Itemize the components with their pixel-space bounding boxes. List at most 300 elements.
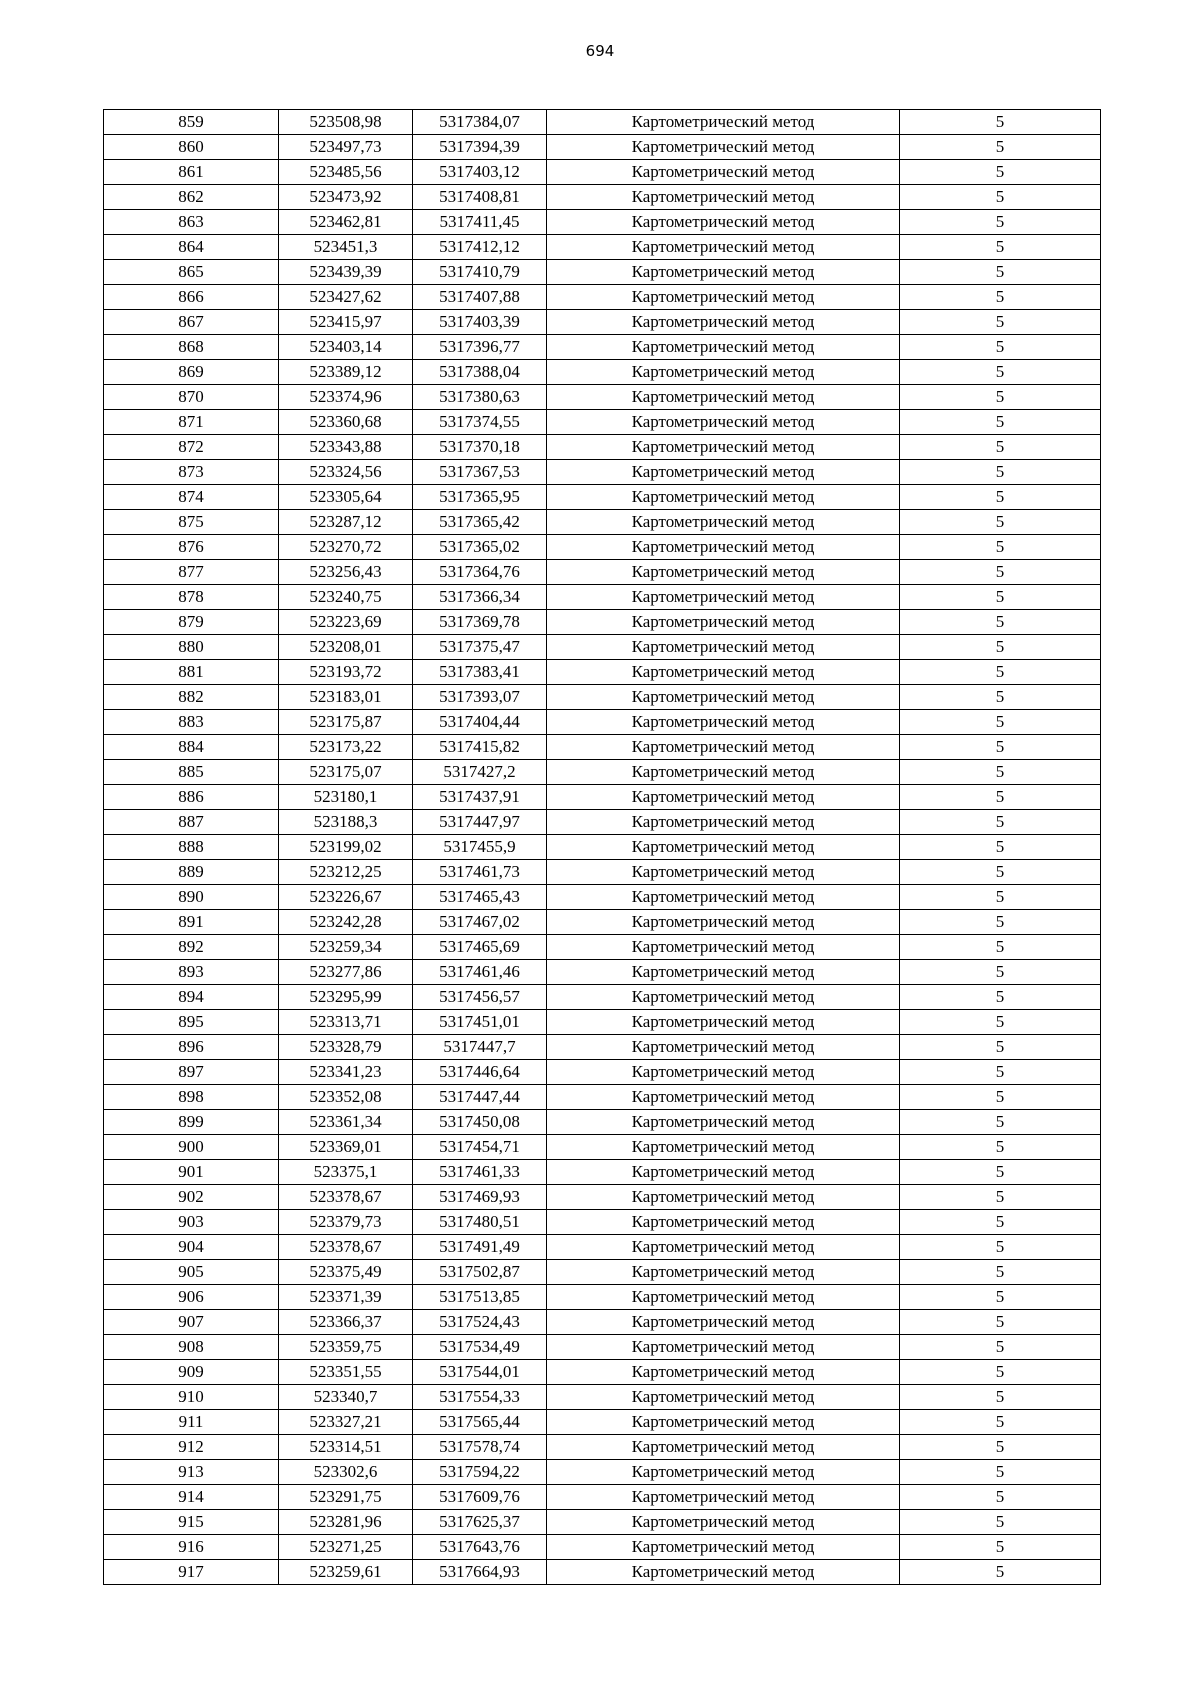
y-coordinate-cell: 5317455,9 [413,835,547,860]
method-cell: Картометрический метод [547,535,900,560]
method-cell: Картометрический метод [547,1110,900,1135]
method-cell: Картометрический метод [547,685,900,710]
x-coordinate-cell: 523259,61 [279,1560,413,1585]
y-coordinate-cell: 5317365,02 [413,535,547,560]
y-coordinate-cell: 5317625,37 [413,1510,547,1535]
x-coordinate-cell: 523302,6 [279,1460,413,1485]
y-coordinate-cell: 5317594,22 [413,1460,547,1485]
x-coordinate-cell: 523188,3 [279,810,413,835]
point-number-cell: 912 [104,1435,279,1460]
accuracy-cell: 5 [900,1035,1101,1060]
y-coordinate-cell: 5317469,93 [413,1185,547,1210]
point-number-cell: 899 [104,1110,279,1135]
point-number-cell: 904 [104,1235,279,1260]
table-row [104,1235,1101,1260]
y-coordinate-cell: 5317447,44 [413,1085,547,1110]
x-coordinate-cell: 523173,22 [279,735,413,760]
x-coordinate-cell: 523271,25 [279,1535,413,1560]
point-number-cell: 879 [104,610,279,635]
table-row [104,235,1101,260]
table-row [104,710,1101,735]
point-number-cell: 874 [104,485,279,510]
accuracy-cell: 5 [900,1435,1101,1460]
point-number-cell: 917 [104,1560,279,1585]
x-coordinate-cell: 523485,56 [279,160,413,185]
y-coordinate-cell: 5317454,71 [413,1135,547,1160]
point-number-cell: 867 [104,310,279,335]
x-coordinate-cell: 523352,08 [279,1085,413,1110]
method-cell: Картометрический метод [547,835,900,860]
table-row [104,1035,1101,1060]
y-coordinate-cell: 5317404,44 [413,710,547,735]
y-coordinate-cell: 5317461,33 [413,1160,547,1185]
point-number-cell: 897 [104,1060,279,1085]
accuracy-cell: 5 [900,285,1101,310]
y-coordinate-cell: 5317554,33 [413,1385,547,1410]
point-number-cell: 915 [104,1510,279,1535]
accuracy-cell: 5 [900,685,1101,710]
y-coordinate-cell: 5317544,01 [413,1360,547,1385]
accuracy-cell: 5 [900,1310,1101,1335]
table-row [104,310,1101,335]
x-coordinate-cell: 523375,1 [279,1160,413,1185]
accuracy-cell: 5 [900,1285,1101,1310]
table-row [104,860,1101,885]
table-row [104,510,1101,535]
accuracy-cell: 5 [900,385,1101,410]
method-cell: Картометрический метод [547,1535,900,1560]
method-cell: Картометрический метод [547,885,900,910]
accuracy-cell: 5 [900,1110,1101,1135]
method-cell: Картометрический метод [547,1410,900,1435]
table-row [104,135,1101,160]
x-coordinate-cell: 523193,72 [279,660,413,685]
x-coordinate-cell: 523341,23 [279,1060,413,1085]
accuracy-cell: 5 [900,760,1101,785]
point-number-cell: 914 [104,1485,279,1510]
accuracy-cell: 5 [900,410,1101,435]
y-coordinate-cell: 5317366,34 [413,585,547,610]
method-cell: Картометрический метод [547,460,900,485]
table-row [104,410,1101,435]
accuracy-cell: 5 [900,885,1101,910]
y-coordinate-cell: 5317370,18 [413,435,547,460]
table-row [104,785,1101,810]
accuracy-cell: 5 [900,985,1101,1010]
method-cell: Картометрический метод [547,1185,900,1210]
x-coordinate-cell: 523208,01 [279,635,413,660]
point-number-cell: 859 [104,110,279,135]
method-cell: Картометрический метод [547,1010,900,1035]
point-number-cell: 909 [104,1360,279,1385]
point-number-cell: 869 [104,360,279,385]
accuracy-cell: 5 [900,710,1101,735]
method-cell: Картометрический метод [547,1310,900,1335]
method-cell: Картометрический метод [547,310,900,335]
accuracy-cell: 5 [900,1210,1101,1235]
method-cell: Картометрический метод [547,635,900,660]
table-row [104,1110,1101,1135]
x-coordinate-cell: 523375,49 [279,1260,413,1285]
y-coordinate-cell: 5317451,01 [413,1010,547,1035]
y-coordinate-cell: 5317375,47 [413,635,547,660]
accuracy-cell: 5 [900,1160,1101,1185]
method-cell: Картометрический метод [547,610,900,635]
table-row [104,285,1101,310]
point-number-cell: 906 [104,1285,279,1310]
x-coordinate-cell: 523389,12 [279,360,413,385]
point-number-cell: 911 [104,1410,279,1435]
x-coordinate-cell: 523327,21 [279,1410,413,1435]
y-coordinate-cell: 5317480,51 [413,1210,547,1235]
y-coordinate-cell: 5317437,91 [413,785,547,810]
table-row [104,460,1101,485]
table-row [104,835,1101,860]
table-row [104,685,1101,710]
accuracy-cell: 5 [900,560,1101,585]
accuracy-cell: 5 [900,310,1101,335]
table-row [104,1485,1101,1510]
accuracy-cell: 5 [900,210,1101,235]
method-cell: Картометрический метод [547,485,900,510]
accuracy-cell: 5 [900,610,1101,635]
method-cell: Картометрический метод [547,1135,900,1160]
accuracy-cell: 5 [900,735,1101,760]
accuracy-cell: 5 [900,135,1101,160]
table-row [104,760,1101,785]
method-cell: Картометрический метод [547,735,900,760]
y-coordinate-cell: 5317447,97 [413,810,547,835]
y-coordinate-cell: 5317411,45 [413,210,547,235]
accuracy-cell: 5 [900,485,1101,510]
table-row [104,960,1101,985]
y-coordinate-cell: 5317643,76 [413,1535,547,1560]
x-coordinate-cell: 523379,73 [279,1210,413,1235]
accuracy-cell: 5 [900,1560,1101,1585]
point-number-cell: 887 [104,810,279,835]
point-number-cell: 896 [104,1035,279,1060]
y-coordinate-cell: 5317502,87 [413,1260,547,1285]
point-number-cell: 907 [104,1310,279,1335]
point-number-cell: 862 [104,185,279,210]
table-row [104,1560,1101,1585]
accuracy-cell: 5 [900,535,1101,560]
method-cell: Картометрический метод [547,985,900,1010]
table-row [104,810,1101,835]
table-row [104,910,1101,935]
point-number-cell: 883 [104,710,279,735]
y-coordinate-cell: 5317565,44 [413,1410,547,1435]
point-number-cell: 888 [104,835,279,860]
y-coordinate-cell: 5317534,49 [413,1335,547,1360]
accuracy-cell: 5 [900,460,1101,485]
table-row [104,435,1101,460]
point-number-cell: 908 [104,1335,279,1360]
x-coordinate-cell: 523314,51 [279,1435,413,1460]
y-coordinate-cell: 5317446,64 [413,1060,547,1085]
y-coordinate-cell: 5317394,39 [413,135,547,160]
accuracy-cell: 5 [900,1235,1101,1260]
y-coordinate-cell: 5317365,42 [413,510,547,535]
table-row [104,110,1101,135]
accuracy-cell: 5 [900,335,1101,360]
y-coordinate-cell: 5317380,63 [413,385,547,410]
method-cell: Картометрический метод [547,710,900,735]
accuracy-cell: 5 [900,660,1101,685]
x-coordinate-cell: 523277,86 [279,960,413,985]
accuracy-cell: 5 [900,1060,1101,1085]
accuracy-cell: 5 [900,935,1101,960]
table-row [104,260,1101,285]
coordinates-table [103,109,1101,1585]
x-coordinate-cell: 523343,88 [279,435,413,460]
method-cell: Картометрический метод [547,1210,900,1235]
point-number-cell: 861 [104,160,279,185]
y-coordinate-cell: 5317450,08 [413,1110,547,1135]
x-coordinate-cell: 523415,97 [279,310,413,335]
table-row [104,1435,1101,1460]
accuracy-cell: 5 [900,860,1101,885]
table-row [104,1510,1101,1535]
accuracy-cell: 5 [900,360,1101,385]
accuracy-cell: 5 [900,585,1101,610]
x-coordinate-cell: 523223,69 [279,610,413,635]
method-cell: Картометрический метод [547,160,900,185]
y-coordinate-cell: 5317367,53 [413,460,547,485]
table-row [104,185,1101,210]
y-coordinate-cell: 5317365,95 [413,485,547,510]
y-coordinate-cell: 5317467,02 [413,910,547,935]
x-coordinate-cell: 523328,79 [279,1035,413,1060]
method-cell: Картометрический метод [547,1460,900,1485]
table-row [104,360,1101,385]
point-number-cell: 884 [104,735,279,760]
point-number-cell: 903 [104,1210,279,1235]
table-row [104,610,1101,635]
point-number-cell: 876 [104,535,279,560]
x-coordinate-cell: 523371,39 [279,1285,413,1310]
table-row [104,1535,1101,1560]
point-number-cell: 875 [104,510,279,535]
method-cell: Картометрический метод [547,210,900,235]
y-coordinate-cell: 5317427,2 [413,760,547,785]
method-cell: Картометрический метод [547,1060,900,1085]
method-cell: Картометрический метод [547,935,900,960]
y-coordinate-cell: 5317383,41 [413,660,547,685]
point-number-cell: 898 [104,1085,279,1110]
accuracy-cell: 5 [900,1460,1101,1485]
point-number-cell: 913 [104,1460,279,1485]
point-number-cell: 871 [104,410,279,435]
point-number-cell: 864 [104,235,279,260]
x-coordinate-cell: 523366,37 [279,1310,413,1335]
y-coordinate-cell: 5317374,55 [413,410,547,435]
y-coordinate-cell: 5317408,81 [413,185,547,210]
method-cell: Картометрический метод [547,1085,900,1110]
accuracy-cell: 5 [900,1185,1101,1210]
table-row [104,210,1101,235]
x-coordinate-cell: 523439,39 [279,260,413,285]
y-coordinate-cell: 5317447,7 [413,1035,547,1060]
point-number-cell: 870 [104,385,279,410]
x-coordinate-cell: 523305,64 [279,485,413,510]
method-cell: Картометрический метод [547,1035,900,1060]
x-coordinate-cell: 523291,75 [279,1485,413,1510]
point-number-cell: 916 [104,1535,279,1560]
accuracy-cell: 5 [900,1010,1101,1035]
point-number-cell: 865 [104,260,279,285]
x-coordinate-cell: 523378,67 [279,1235,413,1260]
x-coordinate-cell: 523351,55 [279,1360,413,1385]
method-cell: Картометрический метод [547,1260,900,1285]
method-cell: Картометрический метод [547,135,900,160]
table-row [104,485,1101,510]
point-number-cell: 860 [104,135,279,160]
y-coordinate-cell: 5317384,07 [413,110,547,135]
point-number-cell: 872 [104,435,279,460]
table-row [104,160,1101,185]
method-cell: Картометрический метод [547,1560,900,1585]
x-coordinate-cell: 523287,12 [279,510,413,535]
x-coordinate-cell: 523281,96 [279,1510,413,1535]
point-number-cell: 902 [104,1185,279,1210]
x-coordinate-cell: 523369,01 [279,1135,413,1160]
method-cell: Картометрический метод [547,510,900,535]
point-number-cell: 890 [104,885,279,910]
point-number-cell: 886 [104,785,279,810]
accuracy-cell: 5 [900,160,1101,185]
table-row [104,1160,1101,1185]
accuracy-cell: 5 [900,960,1101,985]
x-coordinate-cell: 523240,75 [279,585,413,610]
y-coordinate-cell: 5317456,57 [413,985,547,1010]
method-cell: Картометрический метод [547,260,900,285]
point-number-cell: 863 [104,210,279,235]
method-cell: Картометрический метод [547,1285,900,1310]
table-row [104,585,1101,610]
method-cell: Картометрический метод [547,860,900,885]
y-coordinate-cell: 5317396,77 [413,335,547,360]
table-row [104,985,1101,1010]
point-number-cell: 894 [104,985,279,1010]
coordinates-table-body [104,110,1101,1585]
x-coordinate-cell: 523340,7 [279,1385,413,1410]
y-coordinate-cell: 5317461,73 [413,860,547,885]
table-row [104,660,1101,685]
x-coordinate-cell: 523295,99 [279,985,413,1010]
method-cell: Картометрический метод [547,285,900,310]
x-coordinate-cell: 523175,07 [279,760,413,785]
method-cell: Картометрический метод [547,960,900,985]
method-cell: Картометрический метод [547,235,900,260]
y-coordinate-cell: 5317465,43 [413,885,547,910]
method-cell: Картометрический метод [547,1510,900,1535]
method-cell: Картометрический метод [547,185,900,210]
accuracy-cell: 5 [900,260,1101,285]
table-row [104,1360,1101,1385]
point-number-cell: 877 [104,560,279,585]
point-number-cell: 893 [104,960,279,985]
accuracy-cell: 5 [900,185,1101,210]
y-coordinate-cell: 5317407,88 [413,285,547,310]
y-coordinate-cell: 5317524,43 [413,1310,547,1335]
y-coordinate-cell: 5317412,12 [413,235,547,260]
accuracy-cell: 5 [900,1085,1101,1110]
method-cell: Картометрический метод [547,1160,900,1185]
method-cell: Картометрический метод [547,785,900,810]
accuracy-cell: 5 [900,1410,1101,1435]
x-coordinate-cell: 523361,34 [279,1110,413,1135]
table-row [104,935,1101,960]
y-coordinate-cell: 5317403,39 [413,310,547,335]
table-row [104,1410,1101,1435]
x-coordinate-cell: 523212,25 [279,860,413,885]
point-number-cell: 901 [104,1160,279,1185]
point-number-cell: 866 [104,285,279,310]
x-coordinate-cell: 523270,72 [279,535,413,560]
method-cell: Картометрический метод [547,1335,900,1360]
table-row [104,1260,1101,1285]
accuracy-cell: 5 [900,110,1101,135]
y-coordinate-cell: 5317578,74 [413,1435,547,1460]
x-coordinate-cell: 523473,92 [279,185,413,210]
x-coordinate-cell: 523324,56 [279,460,413,485]
method-cell: Картометрический метод [547,1485,900,1510]
x-coordinate-cell: 523226,67 [279,885,413,910]
method-cell: Картометрический метод [547,110,900,135]
method-cell: Картометрический метод [547,410,900,435]
table-row [104,1060,1101,1085]
x-coordinate-cell: 523508,98 [279,110,413,135]
point-number-cell: 881 [104,660,279,685]
table-row [104,1310,1101,1335]
x-coordinate-cell: 523313,71 [279,1010,413,1035]
point-number-cell: 885 [104,760,279,785]
table-row [104,1285,1101,1310]
point-number-cell: 895 [104,1010,279,1035]
x-coordinate-cell: 523374,96 [279,385,413,410]
accuracy-cell: 5 [900,785,1101,810]
accuracy-cell: 5 [900,510,1101,535]
accuracy-cell: 5 [900,435,1101,460]
x-coordinate-cell: 523427,62 [279,285,413,310]
table-row [104,1085,1101,1110]
accuracy-cell: 5 [900,1360,1101,1385]
method-cell: Картометрический метод [547,810,900,835]
y-coordinate-cell: 5317465,69 [413,935,547,960]
method-cell: Картометрический метод [547,660,900,685]
table-row [104,635,1101,660]
accuracy-cell: 5 [900,810,1101,835]
y-coordinate-cell: 5317364,76 [413,560,547,585]
x-coordinate-cell: 523497,73 [279,135,413,160]
table-row [104,735,1101,760]
x-coordinate-cell: 523451,3 [279,235,413,260]
method-cell: Картометрический метод [547,910,900,935]
x-coordinate-cell: 523242,28 [279,910,413,935]
method-cell: Картометрический метод [547,560,900,585]
x-coordinate-cell: 523359,75 [279,1335,413,1360]
accuracy-cell: 5 [900,1135,1101,1160]
point-number-cell: 889 [104,860,279,885]
accuracy-cell: 5 [900,235,1101,260]
accuracy-cell: 5 [900,1510,1101,1535]
y-coordinate-cell: 5317491,49 [413,1235,547,1260]
y-coordinate-cell: 5317369,78 [413,610,547,635]
point-number-cell: 873 [104,460,279,485]
method-cell: Картометрический метод [547,1235,900,1260]
x-coordinate-cell: 523360,68 [279,410,413,435]
